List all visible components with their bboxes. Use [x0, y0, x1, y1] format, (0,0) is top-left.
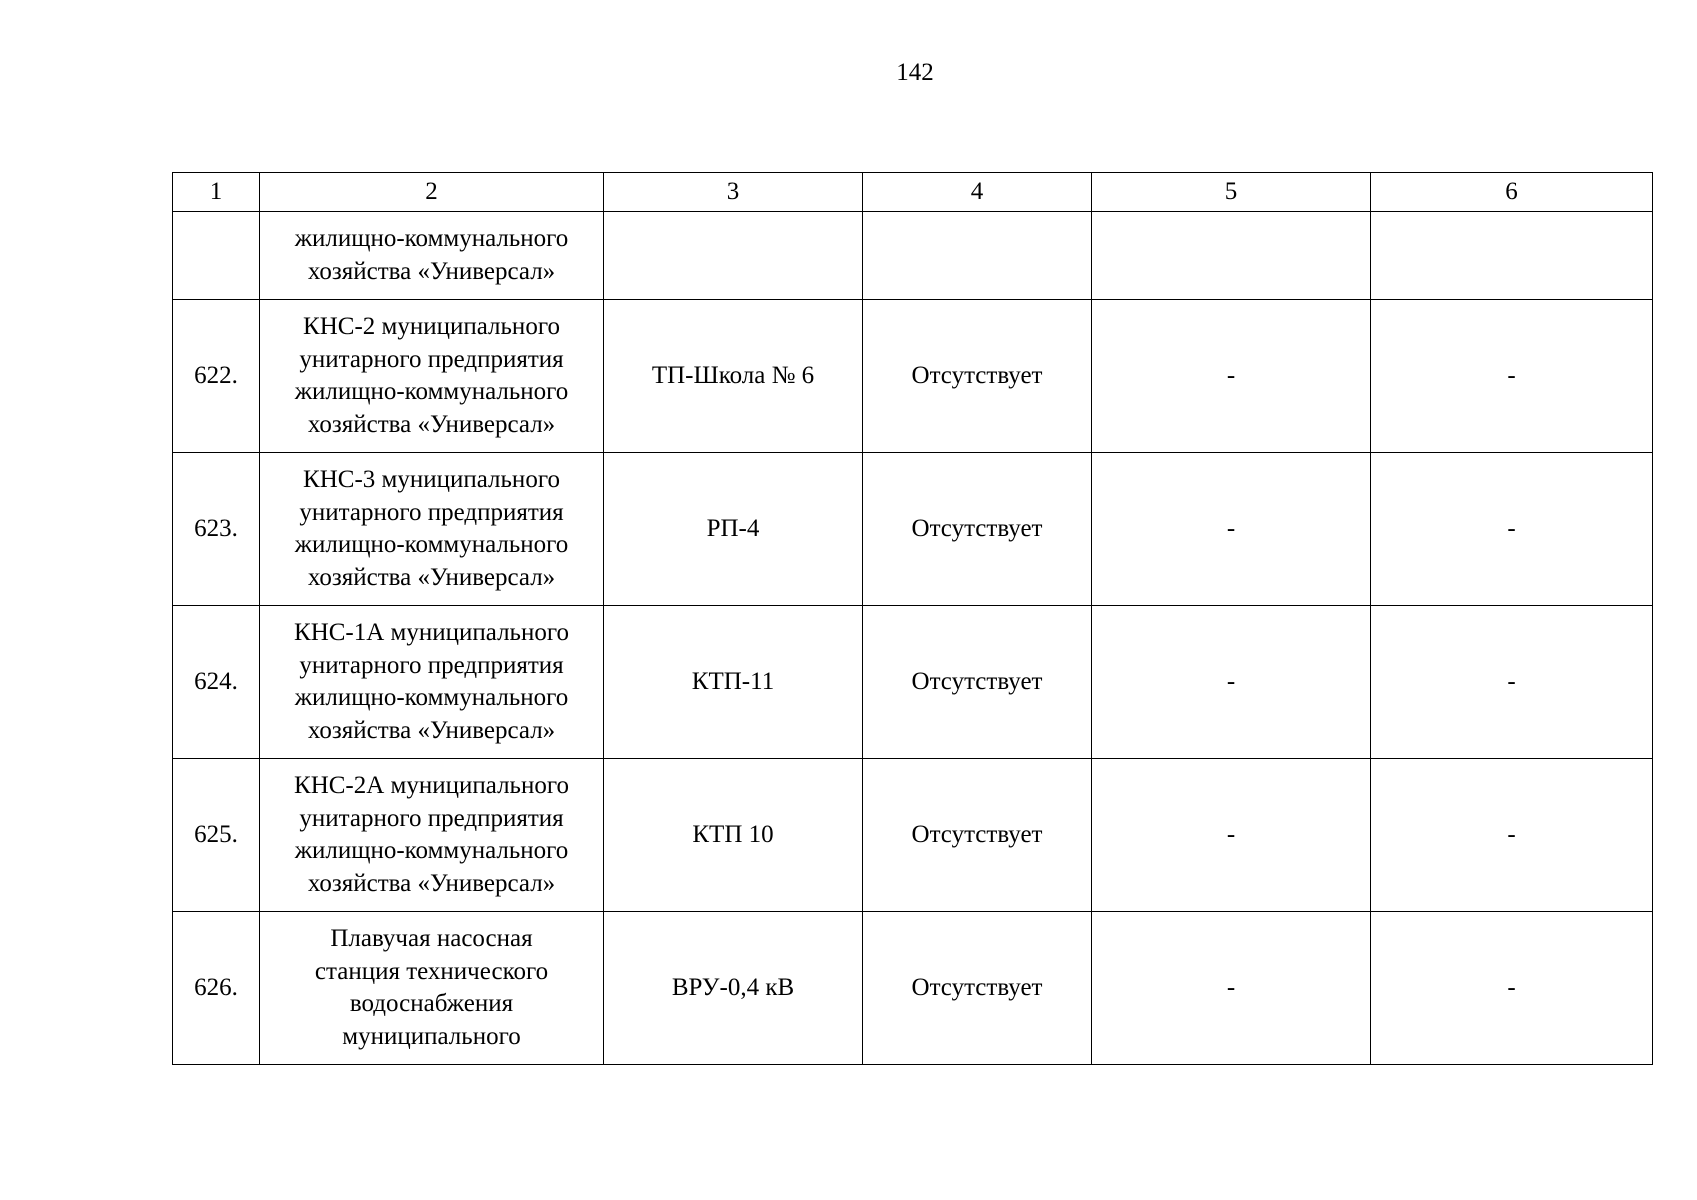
column-5-value: - — [1092, 606, 1371, 759]
table-row — [173, 453, 1653, 606]
column-6-value: - — [1371, 453, 1653, 606]
column-5-value: - — [1092, 453, 1371, 606]
table-header-row — [173, 173, 1653, 212]
row-number: 622. — [173, 300, 260, 453]
reserve-source — [863, 212, 1092, 300]
facility-name: Плавучая насосная станция технического водоснабжения муниципального — [260, 912, 604, 1065]
header-cell: 2 — [260, 173, 604, 212]
row-number: 624. — [173, 606, 260, 759]
table-row-continuation — [173, 212, 1653, 300]
row-number: 623. — [173, 453, 260, 606]
reserve-source: Отсутствует — [863, 606, 1092, 759]
table-row — [173, 759, 1653, 912]
page-number: 142 — [896, 59, 934, 86]
power-source: КТП-11 — [604, 606, 863, 759]
header-cell: 4 — [863, 173, 1092, 212]
row-number: 626. — [173, 912, 260, 1065]
column-6-value: - — [1371, 912, 1653, 1065]
column-5-value — [1092, 212, 1371, 300]
power-source: КТП 10 — [604, 759, 863, 912]
column-6-value: - — [1371, 606, 1653, 759]
power-source: ВРУ-0,4 кВ — [604, 912, 863, 1065]
header-cell: 6 — [1371, 173, 1653, 212]
table-row — [173, 912, 1653, 1065]
row-number: 625. — [173, 759, 260, 912]
reserve-source: Отсутствует — [863, 300, 1092, 453]
column-5-value: - — [1092, 759, 1371, 912]
table-row — [173, 606, 1653, 759]
power-source: ТП-Школа № 6 — [604, 300, 863, 453]
column-6-value: - — [1371, 300, 1653, 453]
facility-name: КНС-1А муниципального унитарного предприятия жилищно-коммунального хозяйства «Универсал» — [260, 606, 604, 759]
row-number — [173, 212, 260, 300]
header-cell: 5 — [1092, 173, 1371, 212]
column-5-value: - — [1092, 912, 1371, 1065]
facility-name: жилищно-коммунального хозяйства «Универсал» — [260, 212, 604, 300]
data-table — [172, 172, 1653, 1065]
column-6-value: - — [1371, 759, 1653, 912]
facility-name: КНС-2 муниципального унитарного предприятия жилищно-коммунального хозяйства «Универсал» — [260, 300, 604, 453]
reserve-source: Отсутствует — [863, 759, 1092, 912]
facility-name: КНС-3 муниципального унитарного предприятия жилищно-коммунального хозяйства «Универсал» — [260, 453, 604, 606]
power-source — [604, 212, 863, 300]
table-row — [173, 300, 1653, 453]
power-source: РП-4 — [604, 453, 863, 606]
reserve-source: Отсутствует — [863, 912, 1092, 1065]
column-6-value — [1371, 212, 1653, 300]
facility-name: КНС-2А муниципального унитарного предприятия жилищно-коммунального хозяйства «Универсал» — [260, 759, 604, 912]
reserve-source: Отсутствует — [863, 453, 1092, 606]
column-5-value: - — [1092, 300, 1371, 453]
header-cell: 3 — [604, 173, 863, 212]
header-cell: 1 — [173, 173, 260, 212]
